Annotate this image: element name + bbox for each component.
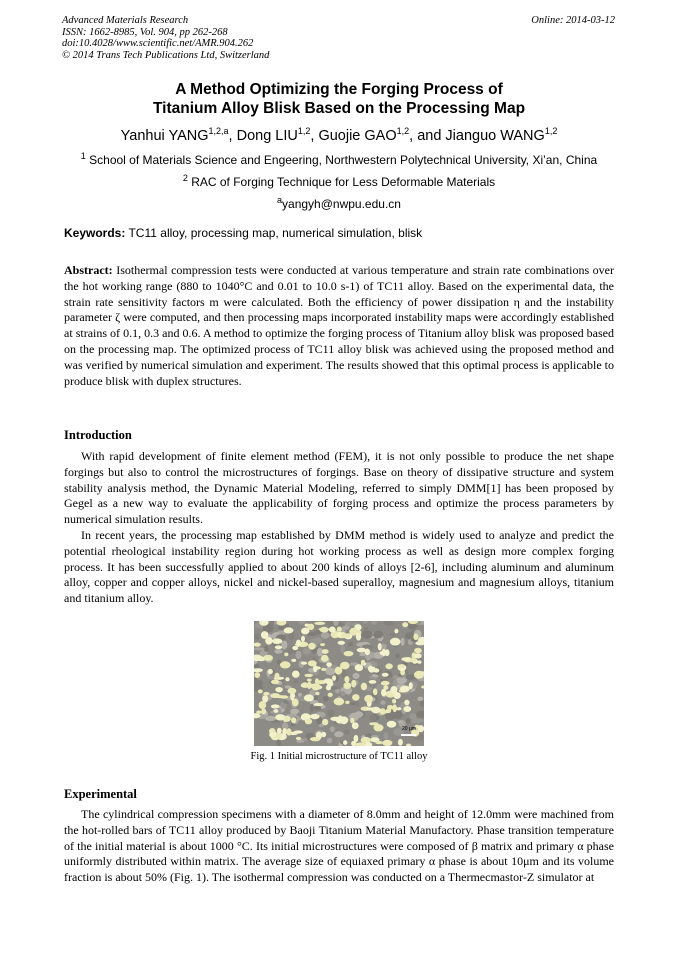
keywords	[64, 226, 614, 241]
affiliation-2-sup: 2	[182, 173, 188, 183]
author-separator: ,	[228, 127, 237, 144]
microstructure-figure	[254, 621, 424, 746]
author-1-sup: 1,2,a	[208, 126, 229, 136]
microstructure-image	[254, 621, 424, 746]
author-4-sup: 1,2	[544, 126, 558, 136]
experimental-paragraph-1: The cylindrical compression specimens with a diameter of 8.0mm and height of 12.0mm were machined from the hot-rolled bars of TC11 alloy produced by Baoji Titanium Material Manufactory. Phase transition temperature of the initial material is about 1000 °C. Its initial microstructures were composed of β matrix and primary α phase uniformly distributed within matrix. The average size of equiaxed primary α phase is about 10μm and its volume fraction is about 50% (Fig. 1). The isothermal compression was conducted on a Thermecmastor-Z simulator at	[64, 807, 614, 885]
title-line-2: Titanium Alloy Blisk Based on the Processing Map	[152, 100, 526, 117]
author-separator: , and	[409, 127, 446, 144]
author-list	[0, 122, 678, 145]
author-3-sup: 1,2	[396, 126, 410, 136]
introduction-heading: Introduction	[64, 428, 132, 442]
abstract	[64, 263, 614, 389]
figure-caption: Fig. 1 Initial microstructure of TC11 alloy	[250, 751, 428, 762]
journal-name: Advanced Materials Research	[62, 15, 189, 26]
online-date: Online: 2014-03-12	[531, 15, 615, 26]
introduction-paragraph-1: With rapid development of finite element method (FEM), it is not only possible to produce the net shape forgings but also to control the microstructures of forgings. Base on theory of dissipative structure and system stability analysis method, the Dynamic Material Modeling, referred to simply DMM[1] has been proposed by Gegel as a new way to evaluate the applicability of forging process and optimize the process parameters by numerical simulation results.	[64, 449, 614, 527]
author-3: Guojie GAO	[318, 127, 397, 144]
author-2-sup: 1,2	[297, 126, 311, 136]
email-sup: a	[277, 195, 283, 205]
scale-bar	[401, 734, 416, 736]
copyright-line: © 2014 Trans Tech Publications Ltd, Switzerland	[62, 49, 270, 61]
email-text: yangyh@nwpu.edu.cn	[282, 197, 401, 211]
affiliation-1-text: School of Materials Science and Engeering, Northwestern Polytechnical University, Xi’an, China	[85, 153, 598, 167]
affiliation-1	[0, 149, 678, 168]
scale-bar-label: 20 μm	[402, 726, 416, 732]
journal-header	[62, 15, 269, 61]
introduction-paragraph-2: In recent years, the processing map established by DMM method is widely used to analyze and predict the potential rheological instability region during hot working process as well as design more complex forging process. It has been successfully applied to about 200 kinds of alloys [2-6], including aluminum and aluminum alloy, copper and copper alloys, nickel and nickel-based superalloy, magnesium and magnesium alloys, titanium and titanium alloy.	[64, 528, 614, 606]
paper-title	[0, 80, 678, 118]
affiliation-1-sup: 1	[80, 151, 86, 161]
author-1: Yanhui YANG	[120, 127, 209, 144]
experimental-heading: Experimental	[64, 787, 137, 801]
affiliation-2-text: RAC of Forging Technique for Less Deformable Materials	[187, 175, 496, 189]
abstract-text: Isothermal compression tests were conducted at various temperature and strain rate combinations over the hot working range (880 to 1040°C and 0.01 to 10.0 s-1) of TC11 alloy. Based on the experimental data, the strain rate sensitivity factors m were calculated. Both the efficiency of power dissipation η and the instability parameter ζ were computed, and then processing maps incorporated instability maps were accordingly established at strains of 0.1, 0.3 and 0.6. A method to optimize the forging process of Titanium alloy blisk was proposed based on the processing map. The optimized process of TC11 alloy blisk was achieved using the proposed method and was verified by numerical simulation and experiment. The results showed that this optimal process is applicable to produce blisk with duplex structures.	[64, 263, 614, 388]
keywords-text: TC11 alloy, processing map, numerical simulation, blisk	[125, 226, 423, 240]
affiliation-2	[0, 171, 678, 190]
author-email	[0, 193, 678, 212]
doi-line: doi:10.4028/www.scientific.net/AMR.904.262	[62, 38, 254, 49]
author-2: Dong LIU	[236, 127, 298, 144]
keywords-label: Keywords:	[64, 226, 126, 240]
issn-line: ISSN: 1662-8985, Vol. 904, pp 262-268	[62, 26, 228, 38]
author-separator: ,	[310, 127, 319, 144]
title-line-1: A Method Optimizing the Forging Process of	[175, 81, 503, 98]
abstract-label: Abstract:	[64, 263, 113, 277]
author-4: Jianguo WANG	[445, 127, 545, 144]
